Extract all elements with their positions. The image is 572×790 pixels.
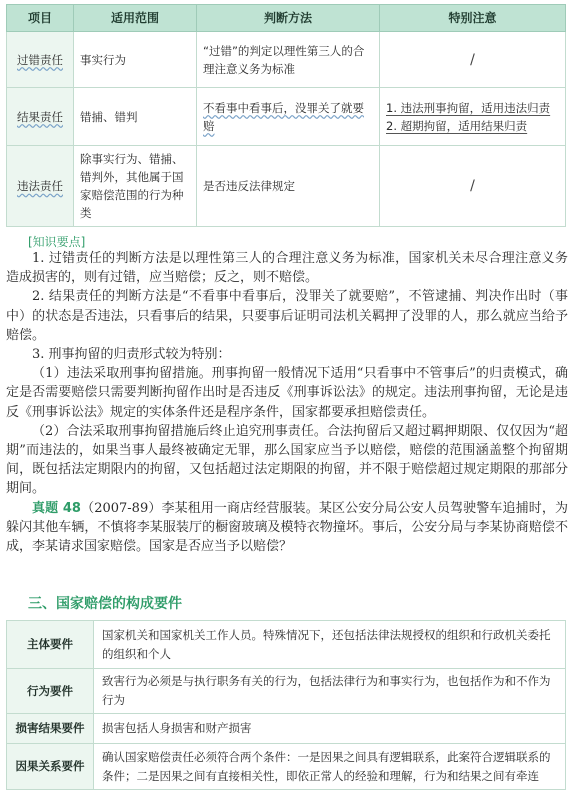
- row-method: 是否违反法律规定: [197, 146, 380, 227]
- row-label: 过错责任: [7, 32, 74, 88]
- row-note: /: [380, 32, 566, 88]
- row-text: 国家机关和国家机关工作人员。特殊情况下，还包括法律法规授权的组织和行政机关委托的组织和个人: [94, 621, 566, 669]
- header-item: 项目: [7, 5, 74, 32]
- row-text: 确认国家赔偿责任必须符合两个条件：一是因果之间具有逻辑联系，此案符合逻辑联系的条件；二是因果之间有直接相关性，即依正常人的经验和理解，行为和结果之间有牵连: [94, 744, 566, 790]
- table-row: [7, 669, 566, 714]
- row-scope: 错捕、错判: [74, 88, 197, 146]
- elements-table: [6, 620, 566, 790]
- table-row: [7, 32, 566, 88]
- row-method: 不看事中看事后，没罪关了就要赔: [197, 88, 380, 146]
- text-body: [6, 249, 568, 556]
- paragraph: （1）违法采取刑事拘留措施。刑事拘留一般情况下适用“只看事中不管事后”的归责模式，确定是否需要赔偿只需要判断拘留作出时是否违反《刑事诉讼法》的规定。违法刑事拘留，无论是违反《刑事诉讼法》规定的实体条件还是程序条件，国家都要承担赔偿责任。: [6, 366, 568, 420]
- row-label: 违法责任: [7, 146, 74, 227]
- table-row: [7, 744, 566, 790]
- row-label: 损害结果要件: [7, 714, 94, 744]
- header-scope: 适用范围: [74, 5, 197, 32]
- row-label: 结果责任: [7, 88, 74, 146]
- row-label: 行为要件: [7, 669, 94, 714]
- question-label: 真题 48: [32, 500, 81, 516]
- exam-question: [6, 499, 568, 557]
- row-label: 主体要件: [7, 621, 94, 669]
- paragraph: （2）合法采取刑事拘留措施后终止追究刑事责任。合法拘留后又超过羁押期限、仅仅因为“超期”而违法的，如果当事人最终被确定无罪，那么国家应当予以赔偿，赔偿的范围涵盖整个拘留期间，既包括法定期限内的拘留，又包括超过法定期限的拘留，并不限于赔偿超过规定期限的那部分期间。: [6, 423, 568, 497]
- paragraph: 3. 刑事拘留的归责形式较为特别：: [32, 347, 231, 363]
- row-method: “过错”的判定以理性第三人的合理注意义务为标准: [197, 32, 380, 88]
- table-header-row: [7, 5, 566, 32]
- row-text: 损害包括人身损害和财产损害: [94, 714, 566, 744]
- row-note: 1. 违法刑事拘留，适用违法归责 2. 超期拘留，适用结果归责: [380, 88, 566, 146]
- table-row: [7, 88, 566, 146]
- section-title: 三、国家赔偿的构成要件: [28, 596, 182, 612]
- row-text: 致害行为必须是与执行职务有关的行为，包括法律行为和事实行为，也包括作为和不作为行为: [94, 669, 566, 714]
- question-ref: （2007-89）: [80, 500, 162, 516]
- table-row: [7, 621, 566, 669]
- row-scope: 除事实行为、错捕、错判外，其他属于国家赔偿范围的行为种类: [74, 146, 197, 227]
- header-note: 特别注意: [380, 5, 566, 32]
- table-row: [7, 714, 566, 744]
- knowledge-points-label: [知识要点]: [28, 235, 86, 249]
- liability-table: [6, 4, 566, 227]
- row-note: /: [380, 146, 566, 227]
- question-text: 李某租用一商店经营服装。某区公安分局公安人员驾驶警车追捕时，为躲闪其他车辆，不慎将李某服装厅的橱窗玻璃及模特衣物撞坏。事后，公安分局与李某协商赔偿不成，李某请求国家赔偿。国家是否应当予以赔偿？: [6, 500, 568, 555]
- paragraph: 2. 结果责任的判断方法是“不看事中看事后，没罪关了就要赔”，不管逮捕、判决作出时（事中）的状态是否违法，只看事后的结果，只要事后证明司法机关羁押了没罪的人，那么就应当给予赔偿。: [6, 289, 568, 343]
- table-row: [7, 146, 566, 227]
- row-label: 因果关系要件: [7, 744, 94, 790]
- header-method: 判断方法: [197, 5, 380, 32]
- row-scope: 事实行为: [74, 32, 197, 88]
- paragraph: 1. 过错责任的判断方法是以理性第三人的合理注意义务为标准，国家机关未尽合理注意义务造成损害的，则有过错，应当赔偿；反之，则不赔偿。: [6, 251, 568, 286]
